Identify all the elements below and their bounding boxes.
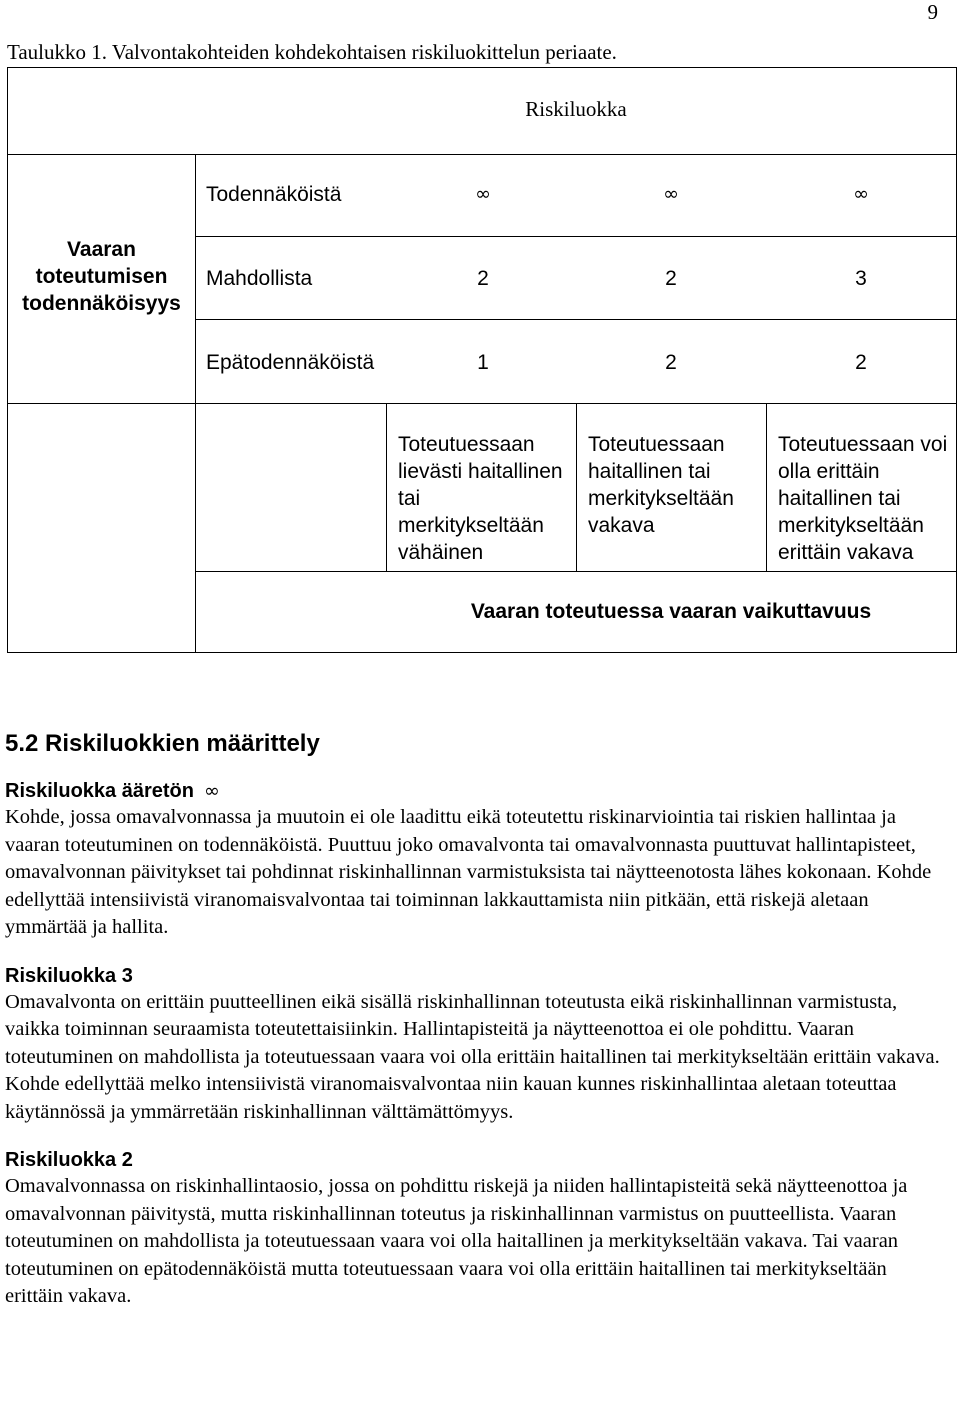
impact-description-high: Toteutuessaan voi olla erittäin haitallinen tai merkitykseltään erittäin vakava <box>778 433 948 564</box>
risk-value: 2 <box>477 267 489 290</box>
risk-value: 3 <box>855 267 867 290</box>
risk-class-3 <box>5 963 945 1127</box>
row-group-label: Vaaran toteutumisen todennäköisyys <box>22 238 181 315</box>
risk-class-description: Omavalvonnassa on riskinhallintaosio, jossa on pohdittu riskejä ja niiden hallintapisteitä sekä näytteenottoa ja omavalvonnan päivitystä, mutta riskinhallinnan toteutus ja riskinhallinnan varmistus on puutteellista. Vaaran toteutuminen on mahdollista ja toteutuessaan vaara voi olla haitallinen ja merkitykseltään vakava. Tai vaaran toteutuminen on epätodennäköistä mutta toteutuessaan vaara voi olla erittäin haitallinen tai merkitykseltään erittäin vakava. <box>5 1175 908 1307</box>
table-rule <box>8 154 956 155</box>
risk-class-title <box>5 1147 945 1173</box>
risk-class-title-text: Riskiluokka 2 <box>5 1149 133 1171</box>
risk-value: 1 <box>477 351 489 374</box>
risk-class-title <box>5 963 945 989</box>
infinity-symbol: ∞ <box>475 183 491 205</box>
risk-class-title-text: Riskiluokka ääretön <box>5 780 194 802</box>
table-rule <box>576 403 577 571</box>
row-label-mahdollista: Mahdollista <box>206 267 313 290</box>
table-rule <box>766 403 767 571</box>
table-rule <box>195 236 956 237</box>
risk-class-description: Omavalvonta on erittäin puutteellinen eikä sisällä riskinhallinnan toteutusta eikä riskinhallinnan varmistusta, vaikka toiminnan seuraamista toteutettaisiinkin. Hallintapisteitä ja näytteenottoa ei ole pohdittu. Vaaran toteutuminen on mahdollista ja toteutuessaan vaara voi olla erittäin haitallinen tai merkitykseltään erittäin vakava. Kohde edellyttää melko intensiivistä viranomaisvalvontaa niin kauan kunnes riskinhallintaa aletaan toteuttaa käytännössä ja ymmärretään riskinhallinnan välttämättömyys. <box>5 990 940 1123</box>
risk-classification-table <box>7 67 957 653</box>
infinity-symbol: ∞ <box>853 183 869 205</box>
infinity-symbol: ∞ <box>663 183 679 205</box>
page-number: 9 <box>927 0 938 24</box>
impact-description-low: Toteutuessaan lievästi haitallinen tai merkitykseltään vähäinen <box>398 433 563 564</box>
table-rule <box>195 154 196 652</box>
row-label-epatodennakoista: Epätodennäköistä <box>206 351 375 374</box>
section-5-2 <box>5 730 945 1332</box>
table-rule <box>195 571 956 572</box>
risk-value: 2 <box>665 351 677 374</box>
table-footer-impact: Vaaran toteutuessa vaaran vaikuttavuus <box>470 600 872 623</box>
risk-value: 2 <box>855 351 867 374</box>
risk-class-title <box>5 778 945 804</box>
infinity-symbol: ∞ <box>203 780 220 802</box>
risk-class-2 <box>5 1147 945 1311</box>
risk-class-title-text: Riskiluokka 3 <box>5 964 133 987</box>
section-heading: 5.2 Riskiluokkien määrittely <box>5 730 320 757</box>
table-rule <box>195 319 956 320</box>
risk-class-description: Kohde, jossa omavalvonnassa ja muutoin ei ole laadittu eikä toteutettu riskinarviointia tai riskien hallintaa ja vaaran toteutuminen on todennäköistä. Puuttuu joko omavalvonta tai omavalvonnasta puuttuvat hallintapisteet, omavalvonnan päivitykset tai pohdinnat riskinhallinnan varmistuksista tai näytteenotosta lähes kokonaan. Kohde edellyttää intensiivistä viranomaisvalvontaa tai toiminnan lakkauttamista niin pitkään, että riskejä aletaan ymmärtää ja hallita. <box>5 806 932 938</box>
table-rule <box>8 403 956 404</box>
table-header-riskiluokka: Riskiluokka <box>525 97 627 121</box>
table-caption: Taulukko 1. Valvontakohteiden kohdekohtaisen riskiluokittelun periaate. <box>7 40 617 64</box>
impact-description-medium: Toteutuessaan haitallinen tai merkitykseltään vakava <box>588 433 734 537</box>
row-label-todennakoista: Todennäköistä <box>206 183 342 206</box>
risk-class-infinite <box>5 778 945 942</box>
table-rule <box>386 403 387 571</box>
risk-value: 2 <box>665 267 677 290</box>
